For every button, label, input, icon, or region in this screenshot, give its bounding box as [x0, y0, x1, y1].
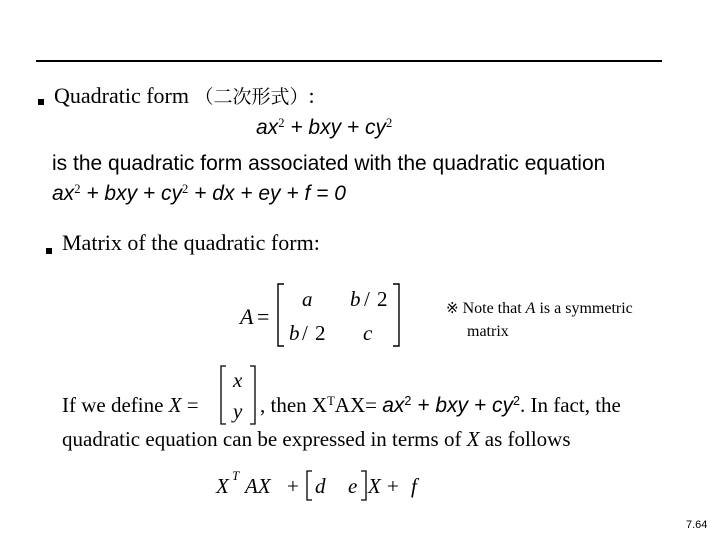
matrix-heading: Matrix of the quadratic form: [62, 230, 320, 255]
express-pre: quadratic equation can be expressed in terms of [62, 427, 467, 451]
row-right-bracket [361, 471, 366, 500]
quadratic-form-cjk: （二次形式） [194, 86, 309, 108]
row-left-bracket [307, 471, 312, 500]
express-var-x: X [466, 427, 480, 451]
define-pre: If we define [62, 393, 169, 417]
then-expr-a: ax [382, 394, 405, 417]
final-x: X [216, 474, 229, 498]
define-equals: = [181, 393, 199, 417]
associated-text: is the quadratic form associated with the quadratic equation [52, 152, 606, 175]
note-var-a: A [525, 300, 536, 317]
matrix-a-figure [236, 278, 406, 352]
then-expr-bc: + bxy + cy [411, 394, 513, 417]
eq-term-a: ax [52, 182, 75, 205]
matrix-a21-den: 2 [315, 321, 326, 345]
final-plus-2: + [387, 474, 399, 498]
right-bracket [393, 284, 399, 346]
define-var-x: X [168, 393, 182, 417]
final-ax: AX [245, 474, 271, 498]
matrix-equals: = [257, 304, 270, 329]
then-expression [260, 393, 621, 418]
final-f: f [411, 474, 417, 498]
expr-term-bc: + bxy + cy [284, 116, 387, 139]
matrix-lhs: A [240, 304, 254, 329]
then-text: , then X [260, 393, 328, 417]
final-x2: X [368, 474, 381, 498]
note-mark: ※ [446, 299, 459, 317]
left-bracket [278, 284, 284, 346]
then-ax: AX= [334, 393, 383, 417]
quadratic-equation [52, 182, 346, 206]
final-expression-figure [212, 466, 432, 506]
expr-exp-1: 2 [278, 116, 285, 131]
expr-term-a: ax [256, 116, 279, 139]
matrix-a22: c [363, 321, 373, 345]
vec-left-bracket [221, 366, 226, 424]
eq-term-rest: + dx + ey + f = 0 [188, 182, 346, 205]
title-rule [36, 60, 662, 62]
matrix-a21-slash: / [302, 321, 308, 345]
quadratic-form-colon: : [308, 83, 315, 108]
matrix-a12-slash: / [364, 287, 370, 311]
then-exp-1: 2 [404, 394, 412, 409]
final-plus-1: + [287, 474, 299, 498]
page-number: 7.64 [686, 519, 708, 531]
bullet-marker-1 [38, 99, 44, 105]
final-e: e [348, 474, 358, 498]
vector-x-figure [218, 363, 258, 427]
symmetric-note-line1 [446, 299, 633, 318]
eq-exp-2: 2 [182, 182, 189, 197]
final-t: T [232, 468, 240, 483]
matrix-a12-den: 2 [377, 287, 388, 311]
note-text-post: is a symmetric [535, 300, 633, 317]
matrix-a21-num: b [289, 321, 300, 345]
express-post: as follows [479, 427, 571, 451]
bullet-quadratic-form [54, 82, 315, 109]
bullet-marker-2 [46, 248, 52, 254]
vector-y-entry: y [233, 399, 243, 423]
note-text-pre: Note that [462, 300, 526, 317]
eq-exp-1: 2 [74, 182, 81, 197]
final-d: d [315, 474, 326, 498]
quadratic-form-label: Quadratic form [54, 83, 189, 108]
transpose-sup: T [327, 394, 335, 409]
eq-term-bc: + bxy + cy [80, 182, 183, 205]
vector-x-entry: x [233, 368, 243, 392]
matrix-a12-num: b [350, 287, 361, 311]
then-tail: . In fact, the [519, 393, 621, 417]
express-line [62, 427, 571, 452]
then-exp-2: 2 [512, 394, 520, 409]
matrix-a11: a [302, 287, 313, 311]
quadratic-form-expression [256, 116, 392, 140]
vec-right-bracket [250, 366, 255, 424]
expr-exp-2: 2 [386, 116, 393, 131]
symmetric-note-line2: matrix [467, 323, 509, 340]
define-x-line [62, 393, 199, 418]
